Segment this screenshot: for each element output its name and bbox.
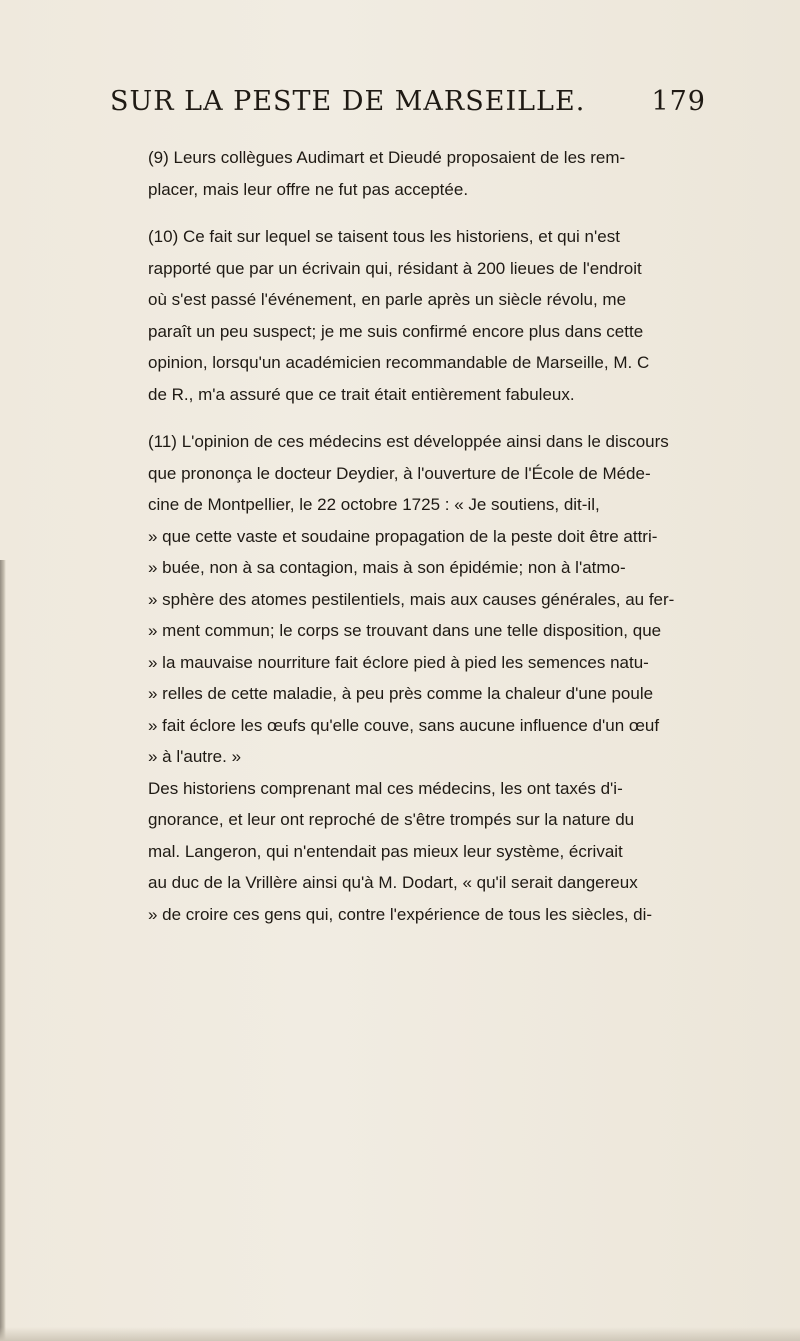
text-line: (9) Leurs collègues Audimart et Dieudé proposaient de les rem- xyxy=(148,148,626,167)
page-bottom-edge xyxy=(0,1327,800,1341)
running-title: SUR LA PESTE DE MARSEILLE. xyxy=(110,86,586,117)
text-line: au duc de la Vrillère ainsi qu'à M. Dodart, « qu'il serait dangereux xyxy=(148,873,638,892)
note-11-continuation xyxy=(108,773,688,931)
text-line: mal. Langeron, qui n'entendait pas mieux leur système, écrivait xyxy=(148,841,623,861)
text-line: opinion, lorsqu'un académicien recommandable de Marseille, M. C xyxy=(148,353,650,372)
text-line: » à l'autre. » xyxy=(148,747,242,766)
text-line: placer, mais leur offre ne fut pas acceptée. xyxy=(148,179,469,199)
text-line: gnorance, et leur ont reproché de s'être trompés sur la nature du xyxy=(148,810,635,829)
note-10 xyxy=(108,221,688,410)
text-line: » que cette vaste et soudaine propagation de la peste doit être attri- xyxy=(148,526,658,546)
text-line: (11) L'opinion de ces médecins est développée ainsi dans le discours xyxy=(148,432,669,451)
note-11 xyxy=(108,426,688,773)
text-line: » sphère des atomes pestilentiels, mais aux causes générales, au fer- xyxy=(148,589,675,609)
text-line: de R., m'a assuré que ce trait était entièrement fabuleux. xyxy=(148,384,575,404)
note-9 xyxy=(108,142,688,205)
text-line: rapporté que par un écrivain qui, résidant à 200 lieues de l'endroit xyxy=(148,258,642,278)
text-line: » ment commun; le corps se trouvant dans une telle disposition, que xyxy=(148,621,662,640)
text-line: » relles de cette maladie, à peu près comme la chaleur d'une poule xyxy=(148,684,654,703)
binding-shadow xyxy=(0,560,6,1341)
running-header xyxy=(110,86,750,126)
text-line: cine de Montpellier, le 22 octobre 1725 : « Je soutiens, dit-il, xyxy=(148,495,600,514)
text-line: » buée, non à sa contagion, mais à son épidémie; non à l'atmo- xyxy=(148,558,626,577)
text-line: (10) Ce fait sur lequel se taisent tous les historiens, et qui n'est xyxy=(148,227,620,246)
text-line: Des historiens comprenant mal ces médecins, les ont taxés d'i- xyxy=(148,778,623,798)
text-line: » fait éclore les œufs qu'elle couve, sans aucune influence d'un œuf xyxy=(148,715,660,735)
text-line: » la mauvaise nourriture fait éclore pied à pied les semences natu- xyxy=(148,652,649,672)
text-line: où s'est passé l'événement, en parle après un siècle révolu, me xyxy=(148,290,627,309)
page-number: 179 xyxy=(651,86,706,117)
text-line: paraît un peu suspect; je me suis confirmé encore plus dans cette xyxy=(148,321,644,341)
text-line: » de croire ces gens qui, contre l'expérience de tous les siècles, di- xyxy=(148,904,653,924)
text-line: que prononça le docteur Deydier, à l'ouverture de l'École de Méde- xyxy=(148,463,651,483)
footnotes-text xyxy=(108,142,688,930)
